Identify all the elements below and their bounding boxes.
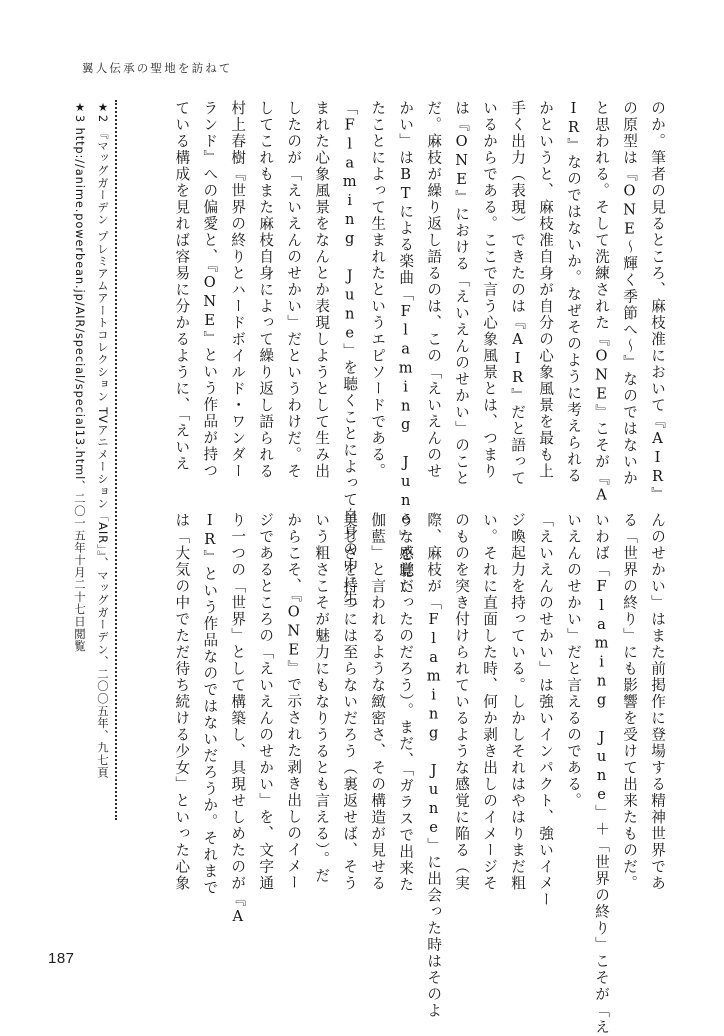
text-column: り一つの「世界」として構築し、具現せしめたのが『A	[229, 512, 247, 927]
footnote-marker: ★2	[95, 100, 110, 128]
text-column: い。それに直面した時、何か剥き出しのイメージそ	[481, 512, 499, 892]
text-column: してこれもまた麻枝自身によって繰り返し語られる	[257, 100, 275, 480]
footnote-text: 『マッグガーデン プレミアムアートコレクション TVアニメーション「AIR」』、マッグガーデン、二〇〇五年、九七頁	[95, 127, 110, 779]
text-column: からこそ、『ONE』で示された剥き出しのイメー	[285, 512, 303, 892]
text-column: したのが「えいえんのせかい」だというわけだ。そ	[285, 100, 303, 480]
text-column: いえんのせかい」だと言えるのである。	[565, 512, 583, 809]
text-column: かというと、麻枝准自身が自分の心象風景を最も上	[537, 100, 555, 480]
text-column: ジ喚起力を持っている。しかしそれはやはりまだ粗	[509, 512, 527, 892]
text-column: いるからである。ここで言う心象風景とは、つまり	[481, 100, 499, 480]
page-number: 187	[48, 950, 75, 967]
text-column: たことによって生まれたというエピソードである。	[369, 100, 387, 480]
text-column: IR』という作品なのではないだろうか。それまで	[201, 512, 219, 897]
text-column: ている構成を見れば容易に分かるように、「えいえ	[173, 100, 191, 473]
text-column: IR』なのではないか。なぜそのように考えられる	[565, 100, 583, 485]
text-column: 際、麻枝が「Flaming June」に出会った時はそのよ	[425, 512, 443, 1020]
text-column: は『ONE』における「えいえんのせかい」のこと	[453, 100, 471, 487]
text-column: のか。筆者の見るところ、麻枝准において『AIR』	[649, 100, 666, 504]
text-column: いう粗さこそが魅力にもなりうるとも言える）。だ	[313, 512, 331, 885]
footnote-text: http://anime.powerbean.jp/AIR/special/special13.html、二〇一五年十月二十七日閲覧	[72, 127, 87, 653]
body-text-block-lower	[160, 512, 666, 1036]
text-column: いわば「Flaming June」＋「世界の終り」こそが「え	[593, 512, 611, 1036]
footnote-dotted-rule	[114, 100, 117, 820]
text-column: る「世界の終り」にも影響を受けて出来たものだ。	[621, 512, 639, 892]
text-column: の原型は『ONE〜輝く季節へ〜』なのではないか	[621, 100, 639, 487]
text-column: 美しさを持つには至らないだろう（裏返せば、そう	[341, 512, 359, 892]
footnote-item-2	[95, 100, 110, 779]
text-column: は「大気の中でただ待ち続ける少女」といった心象	[173, 512, 191, 892]
text-column: 伽藍」と言われるような緻密さ、その構造が見せる	[369, 512, 387, 892]
text-column: 「えいえんのせかい」は強いインパクト、強いイメー	[537, 512, 555, 908]
text-column: ジであるところの「えいえんのせかい」を、文字通	[257, 512, 275, 892]
footnote-item-3	[73, 100, 85, 800]
body-text-block-upper	[160, 100, 666, 608]
text-column: 「Flaming June」を聴くことによって自身の中に生	[341, 100, 359, 608]
footnote-marker: ★3	[72, 100, 87, 128]
running-header: 翼人伝承の聖地を訪ねて	[82, 61, 233, 75]
text-column: かい」はBTによる楽曲「Flaming June」を聴い	[397, 100, 415, 596]
text-column: んのせかい」はまた前掲作に登場する精神世界であ	[649, 512, 666, 892]
text-column: うな感覚だったのだろう）。まだ、「ガラスで出来た	[397, 512, 415, 894]
text-column: と思われる。そして洗練された『ONE』こそが『A	[593, 100, 611, 506]
footnote-block	[62, 100, 123, 820]
text-column: だ。麻枝が繰り返し語るのは、この「えいえんのせ	[425, 100, 443, 480]
text-column: まれた心象風景をなんとか表現しようとして生み出	[313, 100, 331, 480]
text-column: 村上春樹『世界の終りとハードボイルド・ワンダー	[229, 100, 247, 480]
text-column: 手く出力（表現）できたのは『AIR』だと語って	[509, 100, 527, 487]
text-column: ランド』への偏愛と、『ONE』という作品が持つ	[201, 100, 219, 480]
text-column: のものを突き付けられているような感覚に陥る（実	[453, 512, 471, 892]
